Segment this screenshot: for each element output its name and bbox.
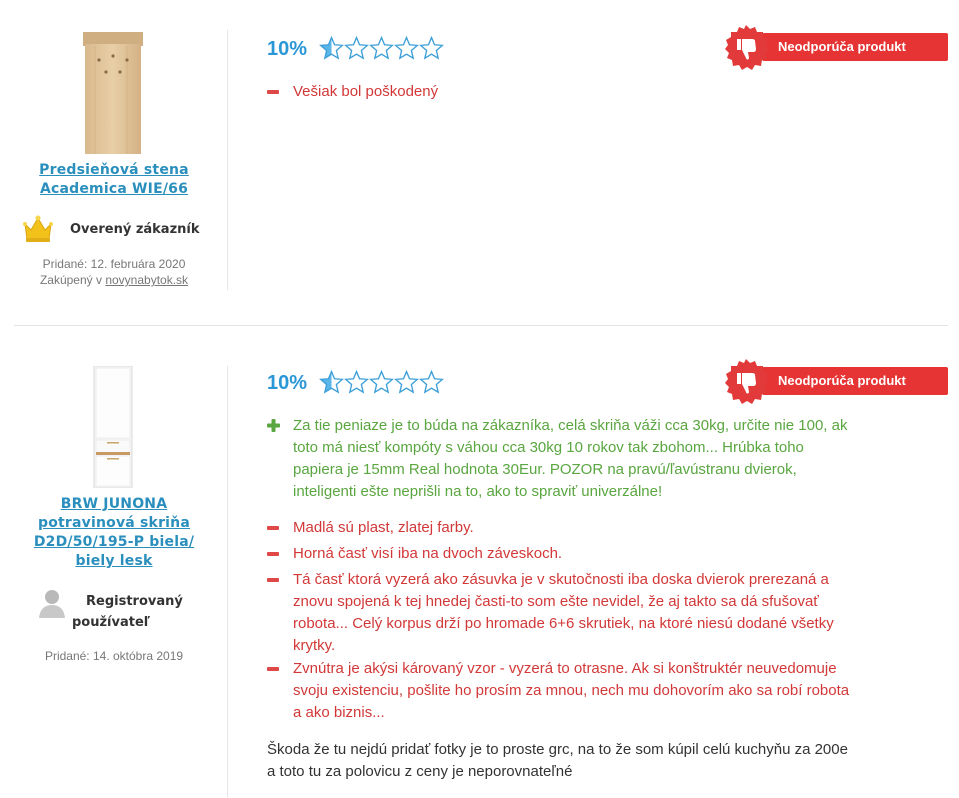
not-recommended-badge bbox=[722, 24, 948, 70]
con-item: Tá časť ktorá vyzerá ako zásuvka je v skutočnosti iba doska dvierok prerezaná a znovu spojená k tej hnedej časti-to som ešte nevidel, že aj takto sa dá sfušovať robota... Celý korpus drží po hromade 6+6 skrutiek, na ktoré niesú dodané všetky krytky. bbox=[267, 569, 907, 657]
review-note: Škoda že tu nejdú pridať fotky je to proste grc, na to že som kúpil celú kuchyňu za 200e a toto tu za polovicu z ceny je neporovnateľné bbox=[267, 741, 848, 780]
added-date: Pridané: 14. októbra 2019 bbox=[44, 649, 184, 663]
con-item: Madlá sú plast, zlatej farby. bbox=[267, 517, 907, 539]
review-meta bbox=[14, 256, 214, 288]
plus-icon bbox=[267, 419, 280, 432]
minus-icon bbox=[267, 526, 279, 530]
star-empty-icon bbox=[369, 370, 394, 395]
author-badge-label-line2: používateľ bbox=[72, 615, 151, 630]
product-link[interactable]: BRW JUNONA potravinová skriňa D2D/50/195-P biela/ biely lesk bbox=[33, 496, 195, 569]
column-divider bbox=[227, 366, 228, 798]
not-recommended-label: Neodporúča produkt bbox=[762, 33, 948, 61]
product-image[interactable] bbox=[93, 366, 133, 488]
star-empty-icon bbox=[394, 370, 419, 395]
product-link[interactable]: Predsieňová stena Academica WIE/66 bbox=[39, 162, 189, 197]
not-recommended-badge bbox=[722, 358, 948, 404]
star-empty-icon bbox=[394, 36, 419, 61]
shop-link[interactable]: novynabytok.sk bbox=[105, 273, 189, 287]
author-badge bbox=[22, 214, 212, 246]
minus-icon bbox=[267, 578, 279, 582]
minus-icon bbox=[267, 552, 279, 556]
minus-icon bbox=[267, 667, 279, 671]
added-date: Pridané: 12. februára 2020 bbox=[42, 257, 186, 271]
review-card bbox=[0, 0, 959, 300]
star-empty-icon bbox=[419, 370, 444, 395]
star-half-icon bbox=[319, 36, 344, 61]
con-item: Horná časť visí iba na dvoch záveskoch. bbox=[267, 543, 907, 565]
review-divider bbox=[14, 325, 948, 326]
star-empty-icon bbox=[344, 36, 369, 61]
con-item: Zvnútra je akýsi károvaný vzor - vyzerá to otrasne. Ak si konštruktér neuvedomuje svoju existenciu, pošlite ho prosím za mnou, nech mu dohovorím ako sa robí robota a ako biznis... bbox=[267, 658, 907, 724]
bought-at: Zakúpený v novynabytok.sk bbox=[39, 273, 189, 287]
not-recommended-label: Neodporúča produkt bbox=[762, 367, 948, 395]
thumbs-down-icon bbox=[722, 358, 770, 406]
column-divider bbox=[227, 30, 228, 290]
thumbs-down-icon bbox=[722, 24, 770, 72]
star-empty-icon bbox=[419, 36, 444, 61]
rating-stars bbox=[319, 36, 444, 62]
product-image[interactable] bbox=[81, 32, 145, 154]
review-meta bbox=[14, 648, 214, 664]
crown-verified-icon bbox=[22, 214, 54, 244]
minus-icon bbox=[267, 90, 279, 94]
pro-item: Za tie peniaze je to búda na zákazníka, celá skriňa váži cca 30kg, určite nie 100, ak toto má niesť kompóty s váhou cca 30kg 10 rokov tak zbohom... Hrúbka toho papiera je 15mm Real hodnota 30Eur. POZOR na pravú/ľavústranu dvierok, inteligenti ešte neprišli na to, ako to spraviť univerzálne! bbox=[267, 415, 907, 503]
rating-percent: 10% bbox=[267, 38, 308, 60]
star-empty-icon bbox=[369, 36, 394, 61]
con-item: Vešiak bol poškodený bbox=[267, 81, 907, 103]
rating-percent: 10% bbox=[267, 372, 308, 394]
author-badge-label: Overený zákazník bbox=[70, 222, 200, 237]
user-silhouette-icon bbox=[38, 588, 66, 618]
star-half-icon bbox=[319, 370, 344, 395]
author-badge bbox=[22, 586, 212, 634]
review-card bbox=[0, 340, 959, 798]
rating-stars bbox=[319, 370, 444, 396]
star-empty-icon bbox=[344, 370, 369, 395]
author-badge-label-line1: Registrovaný bbox=[86, 594, 183, 609]
